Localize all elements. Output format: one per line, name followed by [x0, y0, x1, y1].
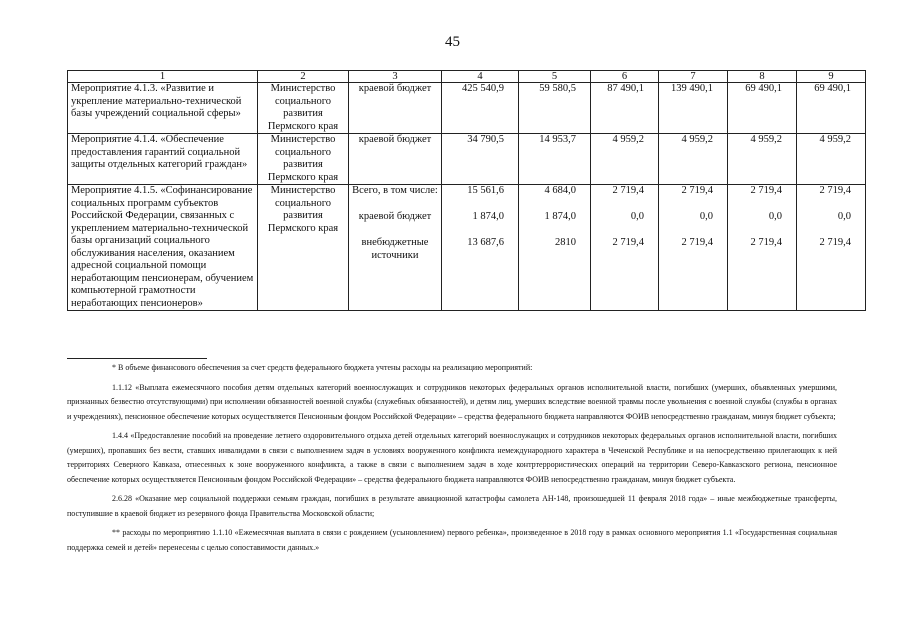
value-cell: 4 959,2	[659, 134, 728, 185]
budget-table	[67, 70, 866, 311]
footnote: 1.4.4 «Предоставление пособий на проведение летнего оздоровительного отдыха детей отдельных категорий военнослужащих и сотрудников некоторых федеральных органов исполнительной власти, погибших (умерших), пропавших без вести, ставших инвалидами в связи с выполнением задач в условиях вооруженного конфликта немеждународного характера в Чеченской Республике и на непосредственно прилегающих к ней территориях Северного Кавказа, отнесенных к зоне вооруженного конфликта, а также в связи с выполнением задач в ходе контртеррористических операций на территории Северо-Кавказского региона, пенсионное обеспечение которых осуществляется Пенсионным фондом Российской Федерации» – средства федерального бюджета направляются ФОИВ непосредственно гражданам, минуя бюджет субъекта.	[67, 431, 837, 484]
footnote: * В объеме финансового обеспечения за счет средств федерального бюджета учтены расходы на реализацию мероприятий:	[112, 363, 533, 372]
value-total: 15 561,6	[467, 185, 504, 196]
value-regional: 0,0	[699, 211, 713, 222]
source-cell	[349, 185, 442, 311]
value-cell: 14 953,7	[519, 134, 591, 185]
value-extrabudgetary: 2810	[555, 237, 576, 248]
executor-cell: Министерство социального развития Пермского края	[258, 185, 349, 311]
column-header: 9	[797, 71, 866, 83]
value-cell	[442, 185, 519, 311]
value-regional: 0,0	[837, 211, 851, 222]
value-cell	[519, 185, 591, 311]
value-cell	[591, 185, 659, 311]
column-header: 8	[728, 71, 797, 83]
value-total: 2 719,4	[612, 185, 644, 196]
column-header: 3	[349, 71, 442, 83]
measure-cell: Мероприятие 4.1.3. «Развитие и укрепление материально-технической базы учреждений социальной сферы»	[68, 83, 258, 134]
page-number: 45	[445, 34, 460, 50]
value-total: 2 719,4	[750, 185, 782, 196]
value-cell: 87 490,1	[591, 83, 659, 134]
column-header: 6	[591, 71, 659, 83]
column-header: 2	[258, 71, 349, 83]
value-total: 2 719,4	[681, 185, 713, 196]
executor-cell: Министерство социального развития Пермского края	[258, 134, 349, 185]
executor-cell: Министерство социального развития Пермского края	[258, 83, 349, 134]
table-header-row	[68, 71, 866, 83]
value-cell: 4 959,2	[591, 134, 659, 185]
footnote: 2.6.28 «Оказание мер социальной поддержки семьям граждан, погибших в результате авиационной катастрофы самолета АН-148, произошедшей 11 февраля 2018 года» – иные межбюджетные трансферты, поступившие в краевой бюджет из резервного фонда Правительства Московской области;	[67, 494, 837, 518]
column-header: 5	[519, 71, 591, 83]
value-cell: 139 490,1	[659, 83, 728, 134]
source-cell: краевой бюджет	[349, 134, 442, 185]
table-row	[68, 83, 866, 134]
table-row	[68, 185, 866, 311]
value-cell: 4 959,2	[728, 134, 797, 185]
value-cell: 34 790,5	[442, 134, 519, 185]
value-regional: 0,0	[630, 211, 644, 222]
value-cell	[659, 185, 728, 311]
value-extrabudgetary: 2 719,4	[612, 237, 644, 248]
footnote: ** расходы по мероприятию 1.1.10 «Ежемесячная выплата в связи с рождением (усыновлением) первого ребенка», произведенное в 2018 году в рамках основного мероприятия 1.1 «Государственная социальная поддержка семей и детей» перенесены с целью сопоставимости данных.»	[67, 528, 837, 552]
value-extrabudgetary: 13 687,6	[467, 237, 504, 248]
value-cell	[797, 185, 866, 311]
source-cell: краевой бюджет	[349, 83, 442, 134]
column-header: 1	[68, 71, 258, 83]
value-cell: 59 580,5	[519, 83, 591, 134]
column-header: 4	[442, 71, 519, 83]
table-row	[68, 134, 866, 185]
value-cell: 4 959,2	[797, 134, 866, 185]
value-cell: 69 490,1	[728, 83, 797, 134]
footnote: 1.1.12 «Выплата ежемесячного пособия детям отдельных категорий военнослужащих и сотрудников некоторых федеральных органов исполнительной власти, погибших (умерших, объявленных умершими, признанных безвестно отсутствующими) при исполнении обязанностей военной службы (служебных обязанностей), и детям лиц, умерших вследствие военной травмы после увольнения с военной службы (службы в органах и учреждениях), пенсионное обеспечение которых осуществляется Пенсионным фондом Российской Федерации» – средства федерального бюджета направляются ФОИВ непосредственно гражданам, минуя бюджет субъекта;	[67, 382, 837, 421]
column-header: 7	[659, 71, 728, 83]
value-cell: 69 490,1	[797, 83, 866, 134]
value-extrabudgetary: 2 719,4	[681, 237, 713, 248]
value-regional: 0,0	[768, 211, 782, 222]
value-cell: 425 540,9	[442, 83, 519, 134]
measure-cell: Мероприятие 4.1.4. «Обеспечение предоставления гарантий социальной защиты отдельных категорий граждан»	[68, 134, 258, 185]
value-total: 2 719,4	[819, 185, 851, 196]
value-extrabudgetary: 2 719,4	[750, 237, 782, 248]
value-total: 4 684,0	[544, 185, 576, 196]
source-extrabudgetary: внебюджетные источники	[361, 237, 429, 261]
measure-cell: Мероприятие 4.1.5. «Софинансирование социальных программ субъектов Российской Федерации, связанных с укреплением материально-технической базы организаций социального обслуживания населения, оказанием адресной социальной помощи неработающим пенсионерам, обучением компьютерной грамотности неработающих пенсионеров»	[68, 185, 258, 311]
value-regional: 1 874,0	[544, 211, 576, 222]
value-cell	[728, 185, 797, 311]
value-regional: 1 874,0	[472, 211, 504, 222]
footnote-divider	[67, 358, 207, 359]
source-total: Всего, в том числе:	[352, 185, 438, 196]
value-extrabudgetary: 2 719,4	[819, 237, 851, 248]
footnotes	[67, 358, 837, 560]
source-regional-budget: краевой бюджет	[358, 211, 432, 222]
